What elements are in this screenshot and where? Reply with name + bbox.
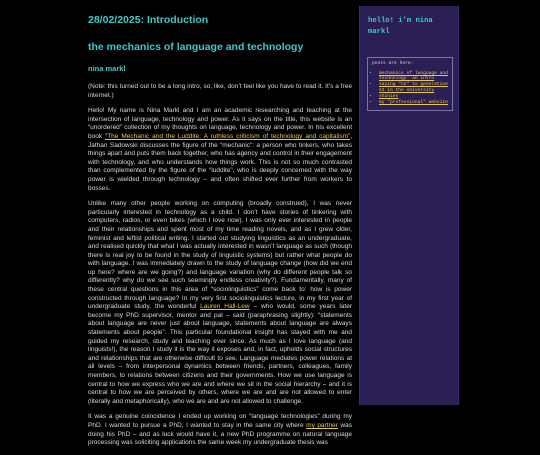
paragraph-text: was doing his PhD – and as luck would have it, a new PhD programme on natural language processing was soliciting applications the same week my undergraduate thesis was [88, 421, 352, 447]
posts-list [372, 71, 448, 106]
list-item [379, 82, 448, 93]
sidebar-title: hello! i’m nina markl [368, 17, 433, 36]
post-link-generative-ai[interactable]: saying "no" to generative AI in the university [379, 82, 448, 93]
list-item [379, 94, 448, 100]
paragraph-text: It was a genuine coincidence I ended up working on “language technologies” during my PhD. I wanted to pursue a PhD, I wanted to stay in the same city where [88, 413, 352, 429]
partner-link[interactable]: my partner [306, 421, 338, 429]
post-subtitle: the mechanics of language and technology [88, 41, 304, 53]
post-link-shinies[interactable]: shinies [379, 93, 399, 99]
paragraph-text: Unlike many other people working on computing (broadly construed), I was never particularly interested in technology as a child. I don’t have stories of tinkering with computers, radios, or even bikes (which I love now). I was only ever interested in people and their relationships and spent most of my time reading novels, and as I grew older, feminist and leftist political writing. I started out studying linguistics as an undergraduate, and realised quickly that what I was actually interested in wasn’t language as such (though there is real joy to be found in the study of linguistic systems) but rather what people do with language. I was immediately drawn to the study of language change (how did we end up here? where are we going?) and language variation (why do different people talk so differently? why do we see such seemingly endless creativity?). Fundamentally, many of these central questions in this area of “sociolinguistics” come back to: how is power constructed through language? In my very first sociolinguistics lecture, in my first year of undergraduate study, the wonderful [88, 200, 352, 311]
main-content [88, 14, 352, 455]
intro-note: (Note: this turned out to be a long intro, so, like, don’t feel like you have to read it. It’s a free internet.) [88, 83, 352, 99]
post-title: 28/02/2025: Introduction [88, 14, 209, 26]
paragraph-introduction [88, 107, 352, 193]
paragraph-text: Hello! My name is Nina Markl and I am an academic researching and teaching at the intersection of language, technology and power. As it says on the title, this website is an “unordered” collection of my thoughts on language, technology and power. In his excellent book [88, 107, 352, 140]
posts-box [367, 57, 453, 111]
post-link-professional-website[interactable]: my "professional" website [379, 100, 448, 106]
list-item [379, 100, 448, 106]
sidebar [359, 6, 459, 405]
paragraph-text: – who would, some years later become my PhD supervisor, mentor and pal – said (paraphrasing slightly): “statements about language are never just about language, statements about language are always statements about people”. This particular foundational insight has stayed with me and guided my research, study and teaching ever since. As much as I love language (and linguists!), the reason I study it is the way it exposes and, in fact, upholds social structures and relationships that are otherwise difficult to see. Language mediates power relations at all levels – from interpersonal dynamics between friends, partners, colleagues, family members, to relations between citizens and their governments. How we use language is central to how we express who we are and where we sit in the social hierarchy – and it is central to how we are perceived by others, where we are and are not allowed to enter (literally and metaphorically), who we are and are not allowed to challenge. [88, 303, 352, 405]
paragraph-text: , Jathan Sadowski discusses the figure of the “mechanic”: a person who tinkers, who takes things apart and puts them back together, who has agency and control in their engagement with technology, and who understands how things work. This is not so much contrasted than complemented by the figure of the “luddite”, who is deeply concerned with the way power is wielded through technology – and often shifted ever further from workers to bosses. [88, 132, 352, 192]
book-link[interactable]: “The Mechanic and the Luddite: A ruthless criticism of technology and capitalism” [105, 132, 351, 140]
posts-heading: posts are here: [372, 61, 414, 66]
paragraph-background [88, 200, 352, 406]
list-item [379, 71, 448, 82]
lauren-hall-lew-link[interactable]: Lauren Hall-Lew [200, 303, 250, 311]
post-link-intro[interactable]: mechanics of language and technology: an intro [379, 70, 448, 82]
post-author: nina markl [88, 64, 126, 73]
paragraph-phd [88, 413, 352, 447]
